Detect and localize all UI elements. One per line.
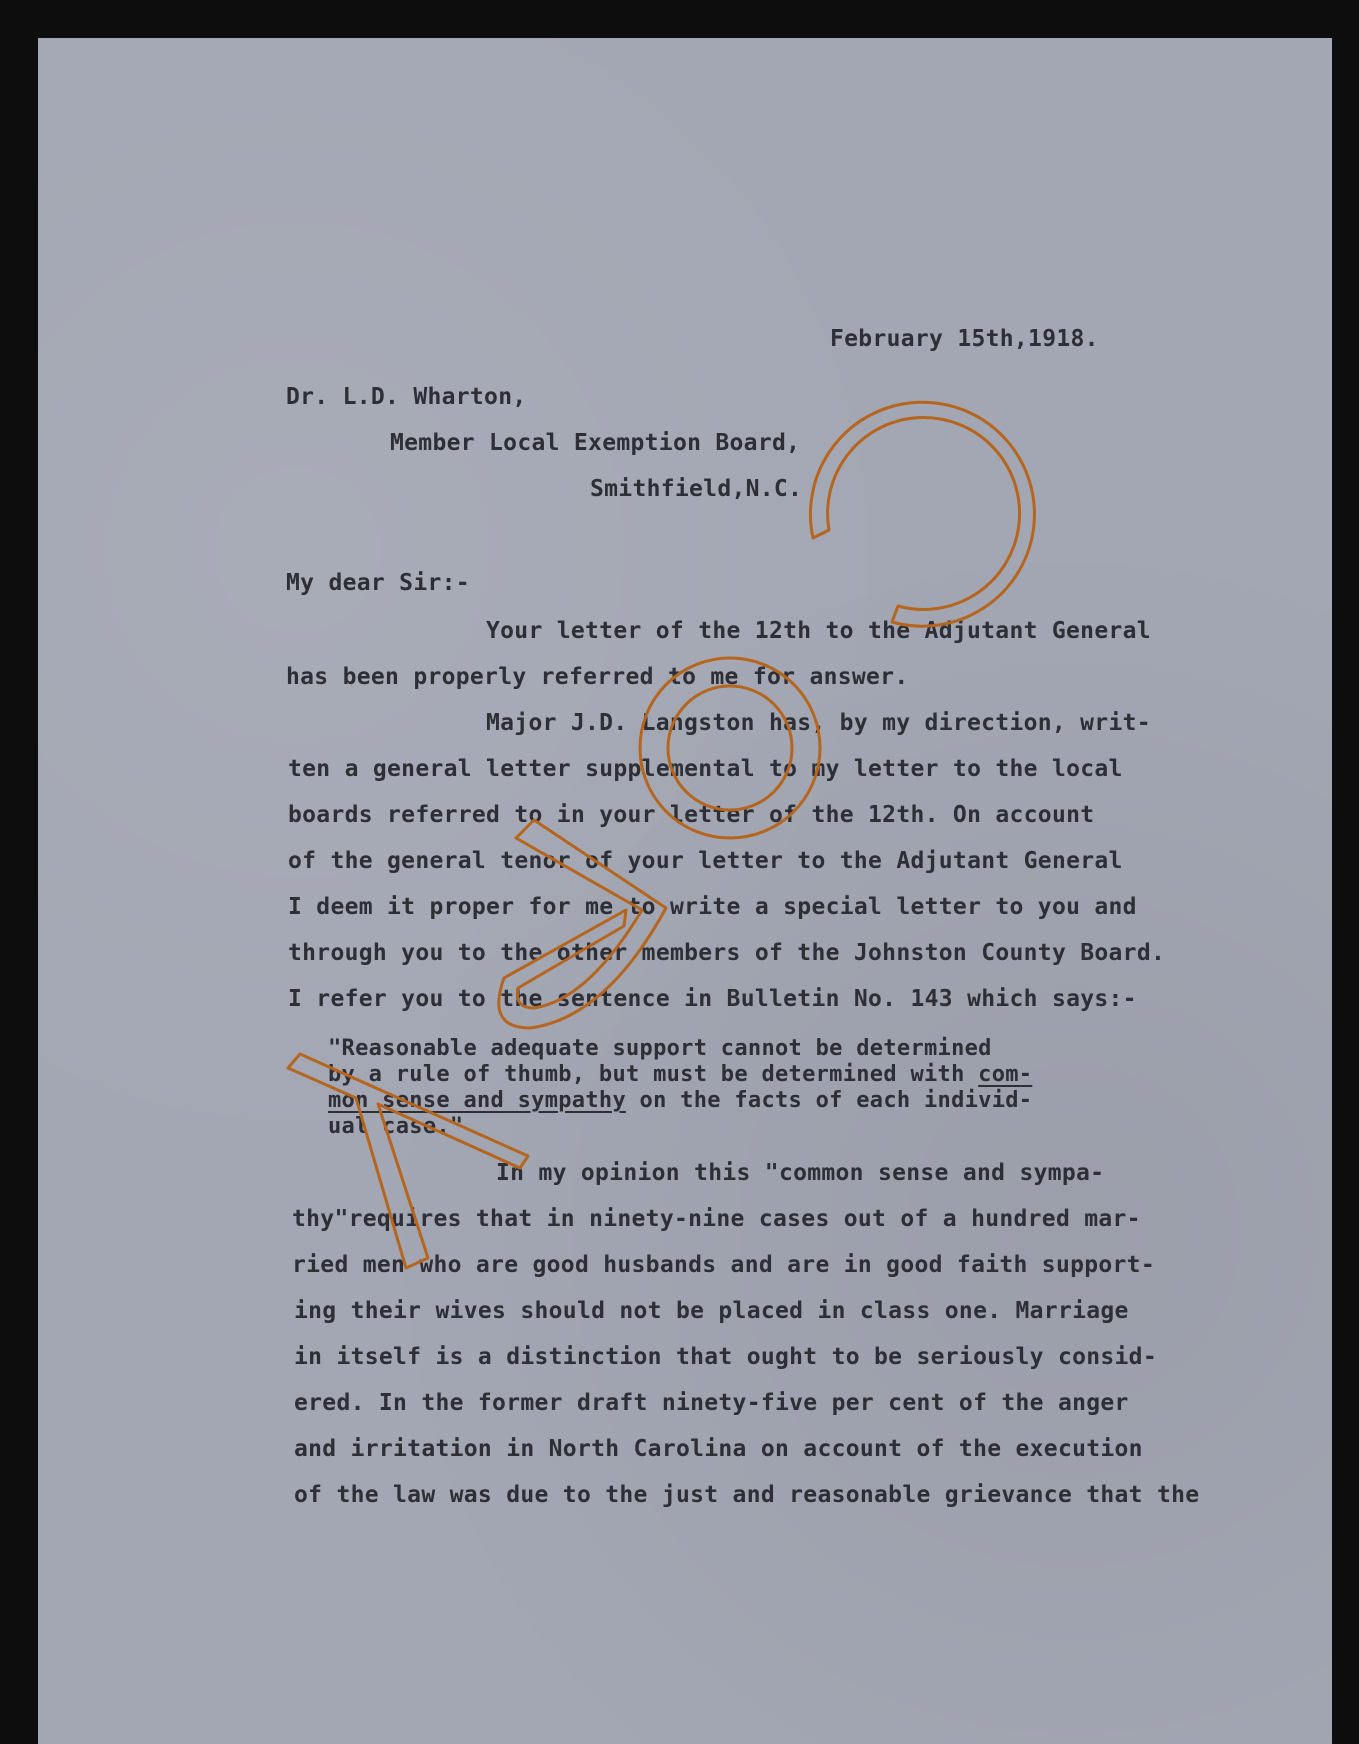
body2-line-4: ing their wives should not be placed in class one. Marriage	[294, 1298, 1129, 1324]
letter-page	[38, 38, 1332, 1744]
body2-line-3: ried men who are good husbands and are in good faith support-	[292, 1252, 1155, 1278]
quote-line-3-text: on the facts of each individ-	[626, 1088, 1033, 1113]
recipient-position: Member Local Exemption Board,	[390, 430, 801, 456]
quote-line-3	[328, 1088, 1032, 1113]
quote-line-2	[328, 1062, 1032, 1087]
body-line-1: Your letter of the 12th to the Adjutant General	[486, 618, 1151, 644]
body-line-5: boards referred to in your letter of the 12th. On account	[288, 802, 1095, 828]
quote-line-4: ual case."	[328, 1114, 464, 1139]
body2-line-5: in itself is a distinction that ought to be seriously consid-	[294, 1344, 1157, 1370]
body-line-7: I deem it proper for me to write a special letter to you and	[288, 894, 1137, 920]
body-line-9: I refer you to the sentence in Bulletin No. 143 which says:-	[288, 986, 1137, 1012]
letter-date: February 15th,1918.	[830, 326, 1099, 352]
recipient-name: Dr. L.D. Wharton,	[286, 384, 527, 410]
quote-line-2-text: by a rule of thumb, but must be determined with	[328, 1062, 979, 1087]
stamp-digit-circle-inner	[668, 686, 792, 810]
salutation: My dear Sir:-	[286, 570, 470, 596]
body2-line-2: thy"requires that in ninety-nine cases out of a hundred mar-	[292, 1206, 1141, 1232]
quote-underlined-phrase: mon sense and sympathy	[328, 1088, 626, 1113]
stamp-digit-open-circle	[810, 402, 1034, 626]
body-line-2: has been properly referred to me for answer.	[286, 664, 909, 690]
body2-line-1: In my opinion this "common sense and sympa-	[496, 1160, 1105, 1186]
recipient-place: Smithfield,N.C.	[590, 476, 803, 502]
quote-underlined-com: com-	[978, 1062, 1033, 1087]
quote-line-1: "Reasonable adequate support cannot be determined	[328, 1036, 992, 1061]
body2-line-7: and irritation in North Carolina on account of the execution	[294, 1436, 1143, 1462]
body2-line-8: of the law was due to the just and reasonable grievance that the	[294, 1482, 1200, 1508]
body-line-4: ten a general letter supplemental to my letter to the local	[288, 756, 1123, 782]
body-line-3: Major J.D. Langston has, by my direction, writ-	[486, 710, 1151, 736]
body2-line-6: ered. In the former draft ninety-five per cent of the anger	[294, 1390, 1129, 1416]
body-line-8: through you to the other members of the Johnston County Board.	[288, 940, 1166, 966]
body-line-6: of the general tenor of your letter to the Adjutant General	[288, 848, 1123, 874]
